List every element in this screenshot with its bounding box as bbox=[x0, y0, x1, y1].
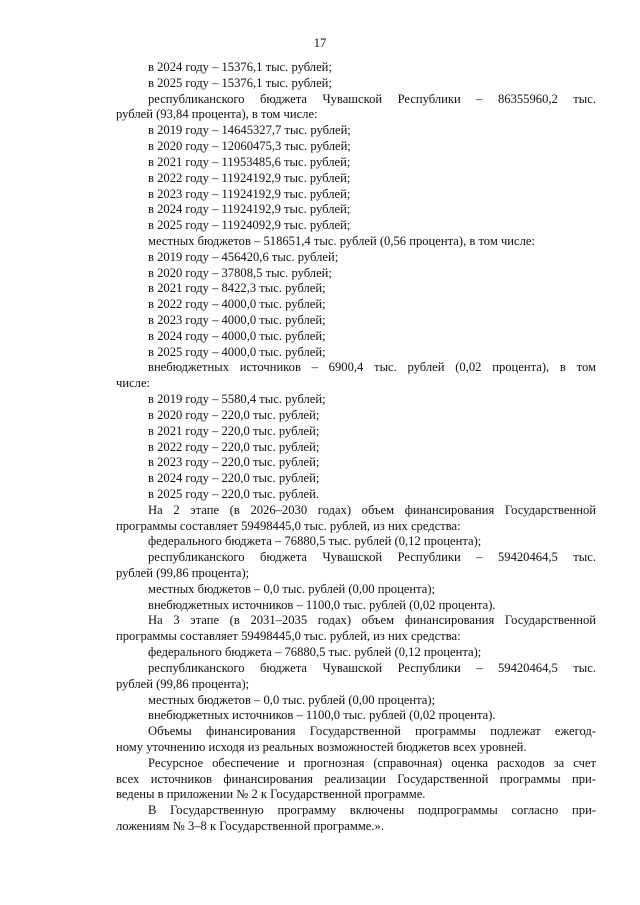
text-line: рублей (99,86 процента); bbox=[116, 676, 250, 691]
text-line: федерального бюджета – 76880,5 тыс. рублей (0,12 процента); bbox=[148, 534, 482, 549]
text-line: в 2024 году – 4000,0 тыс. рублей; bbox=[148, 328, 326, 343]
text-line: программы составляет 59498445,0 тыс. рублей, из них средства: bbox=[116, 518, 461, 533]
text-line: в 2025 году – 4000,0 тыс. рублей; bbox=[148, 344, 326, 359]
document-body bbox=[116, 60, 596, 835]
text-line: ному уточнению исходя из реальных возможностей бюджетов всех уровней. bbox=[116, 739, 527, 754]
text-line: В Государственную программу включены подпрограммы согласно при- bbox=[148, 803, 596, 818]
text-line: Ресурсное обеспечение и прогнозная (справочная) оценка расходов за счет bbox=[148, 755, 596, 770]
text-line: в 2022 году – 220,0 тыс. рублей; bbox=[148, 439, 320, 454]
text-line: в 2024 году – 220,0 тыс. рублей; bbox=[148, 471, 320, 486]
text-line: республиканского бюджета Чувашской Республики – 59420464,5 тыс. bbox=[148, 550, 596, 565]
text-line: ведены в приложении № 2 к Государственной программе. bbox=[116, 787, 426, 802]
text-line: Объемы финансирования Государственной программы подлежат ежегод- bbox=[148, 724, 596, 739]
text-line: внебюджетных источников – 1100,0 тыс. рублей (0,02 процента). bbox=[148, 597, 496, 612]
text-line: в 2023 году – 11924192,9 тыс. рублей; bbox=[148, 186, 351, 201]
text-line: ложениям № 3–8 к Государственной программе.». bbox=[116, 819, 384, 833]
text-line: в 2020 году – 37808,5 тыс. рублей; bbox=[148, 265, 332, 280]
text-line: рублей (99,86 процента); bbox=[116, 566, 250, 580]
text-line: в 2019 году – 456420,6 тыс. рублей; bbox=[148, 249, 339, 264]
text-line: в 2023 году – 4000,0 тыс. рублей; bbox=[148, 313, 326, 327]
text-line: в 2025 году – 220,0 тыс. рублей. bbox=[148, 486, 319, 501]
text-line: в 2021 году – 11953485,6 тыс. рублей; bbox=[148, 154, 351, 169]
text-line: в 2024 году – 15376,1 тыс. рублей; bbox=[148, 60, 332, 74]
text-line: в 2020 году – 12060475,3 тыс. рублей; bbox=[148, 139, 351, 154]
text-line: внебюджетных источников – 6900,4 тыс. рублей (0,02 процента), в том bbox=[148, 360, 596, 375]
text-line: На 3 этапе (в 2031–2035 годах) объем финансирования Государственной bbox=[148, 613, 596, 628]
text-line: всех источников финансирования реализации Государственной программы при- bbox=[116, 771, 596, 786]
text-line: числе: bbox=[116, 376, 151, 391]
text-line: рублей (93,84 процента), в том числе: bbox=[116, 107, 318, 122]
text-line: в 2019 году – 14645327,7 тыс. рублей; bbox=[148, 123, 351, 138]
text-line: в 2023 году – 220,0 тыс. рублей; bbox=[148, 455, 320, 470]
text-line: в 2021 году – 220,0 тыс. рублей; bbox=[148, 423, 320, 438]
page-number: 17 bbox=[313, 36, 327, 50]
text-line: в 2025 году – 15376,1 тыс. рублей; bbox=[148, 75, 332, 90]
text-line: республиканского бюджета Чувашской Республики – 59420464,5 тыс. bbox=[148, 660, 596, 675]
text-line: На 2 этапе (в 2026–2030 годах) объем финансирования Государственной bbox=[148, 502, 596, 517]
text-line: местных бюджетов – 518651,4 тыс. рублей (0,56 процента), в том числе: bbox=[148, 233, 536, 248]
text-line: местных бюджетов – 0,0 тыс. рублей (0,00 процента); bbox=[148, 692, 436, 707]
text-line: программы составляет 59498445,0 тыс. рублей, из них средства: bbox=[116, 629, 461, 644]
text-line: в 2019 году – 5580,4 тыс. рублей; bbox=[148, 392, 326, 407]
text-line: федерального бюджета – 76880,5 тыс. рублей (0,12 процента); bbox=[148, 645, 482, 660]
text-line: в 2024 году – 11924192,9 тыс. рублей; bbox=[148, 202, 351, 217]
text-line: в 2025 году – 11924092,9 тыс. рублей; bbox=[148, 218, 351, 233]
text-line: республиканского бюджета Чувашской Республики – 86355960,2 тыс. bbox=[148, 91, 596, 106]
text-line: в 2022 году – 4000,0 тыс. рублей; bbox=[148, 297, 326, 312]
text-line: внебюджетных источников – 1100,0 тыс. рублей (0,02 процента). bbox=[148, 708, 496, 723]
text-line: в 2021 году – 8422,3 тыс. рублей; bbox=[148, 281, 326, 296]
text-line: в 2022 году – 11924192,9 тыс. рублей; bbox=[148, 170, 351, 185]
text-line: в 2020 году – 220,0 тыс. рублей; bbox=[148, 407, 320, 422]
text-line: местных бюджетов – 0,0 тыс. рублей (0,00 процента); bbox=[148, 581, 436, 596]
